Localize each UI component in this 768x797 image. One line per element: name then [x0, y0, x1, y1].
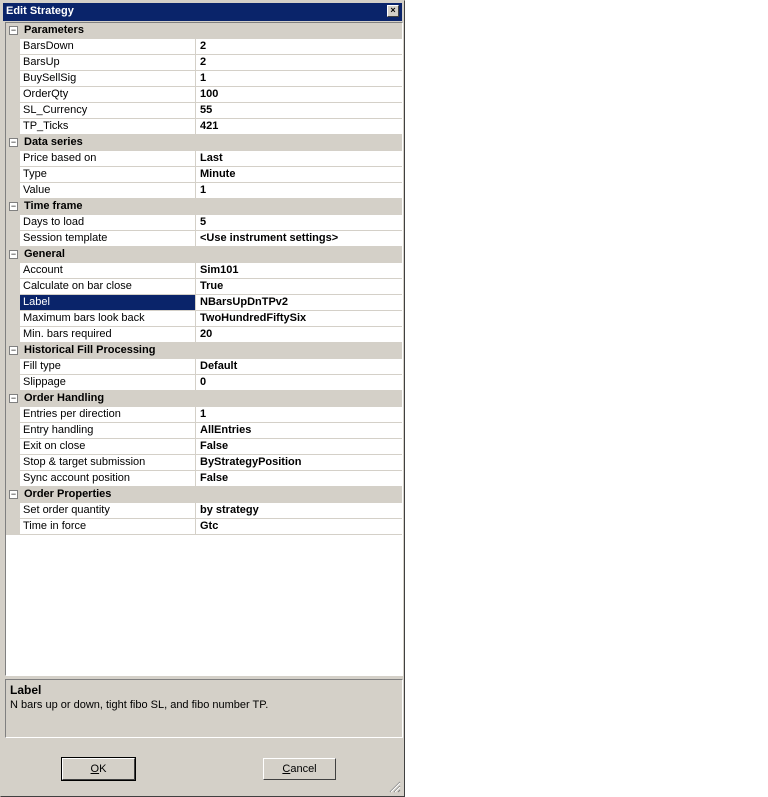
property-name[interactable]: Maximum bars look back [20, 311, 196, 326]
property-row[interactable] [6, 167, 402, 183]
category-row[interactable] [6, 199, 402, 215]
property-value[interactable]: Gtc [200, 520, 219, 532]
property-row[interactable] [6, 103, 402, 119]
window-title: Edit Strategy [6, 5, 74, 17]
category-label: Order Properties [24, 488, 112, 500]
collapse-icon[interactable]: − [10, 345, 17, 355]
property-name[interactable]: Session template [20, 231, 196, 246]
property-name[interactable]: Sync account position [20, 471, 196, 486]
property-row[interactable] [6, 359, 402, 375]
row-gutter [6, 359, 20, 375]
row-gutter [6, 183, 20, 199]
category-row[interactable] [6, 343, 402, 359]
property-name[interactable]: Type [20, 167, 196, 182]
row-gutter [6, 279, 20, 295]
property-row[interactable] [6, 71, 402, 87]
property-value[interactable]: <Use instrument settings> [200, 232, 339, 244]
property-row[interactable] [6, 503, 402, 519]
property-row[interactable] [6, 455, 402, 471]
property-row[interactable] [6, 423, 402, 439]
property-value[interactable]: False [200, 472, 229, 484]
row-gutter [6, 39, 20, 55]
property-value[interactable]: 0 [200, 376, 207, 388]
row-gutter [6, 471, 20, 487]
row-gutter [6, 71, 20, 87]
collapse-icon[interactable]: − [10, 489, 17, 499]
property-row[interactable] [6, 407, 402, 423]
close-icon[interactable]: × [387, 5, 399, 17]
property-name[interactable]: Fill type [20, 359, 196, 374]
property-name[interactable]: OrderQty [20, 87, 196, 102]
property-name[interactable]: Set order quantity [20, 503, 196, 518]
property-value[interactable]: ByStrategyPosition [200, 456, 302, 468]
property-row[interactable] [6, 263, 402, 279]
collapse-icon[interactable]: − [10, 25, 17, 35]
ok-accelerator: O [90, 763, 100, 775]
property-value[interactable]: 1 [200, 72, 207, 84]
category-row[interactable] [6, 23, 402, 39]
category-label: Order Handling [24, 392, 105, 404]
property-name[interactable]: TP_Ticks [20, 119, 196, 134]
cancel-button[interactable] [263, 758, 336, 780]
row-gutter [6, 167, 20, 183]
category-label: Time frame [24, 200, 83, 212]
property-value[interactable]: 5 [200, 216, 207, 228]
property-name[interactable]: Stop & target submission [20, 455, 196, 470]
property-name[interactable]: BuySellSig [20, 71, 196, 86]
description-panel [5, 679, 403, 738]
collapse-icon[interactable]: − [10, 249, 17, 259]
property-value[interactable]: TwoHundredFiftySix [200, 312, 307, 324]
row-gutter [6, 519, 20, 535]
property-row[interactable] [6, 151, 402, 167]
property-row[interactable] [6, 439, 402, 455]
property-row[interactable] [6, 55, 402, 71]
row-gutter [6, 119, 20, 135]
property-row[interactable] [6, 39, 402, 55]
property-value[interactable]: 421 [200, 120, 219, 132]
property-name[interactable]: SL_Currency [20, 103, 196, 118]
property-name[interactable]: Value [20, 183, 196, 198]
row-gutter [6, 503, 20, 519]
row-gutter [6, 215, 20, 231]
property-name[interactable]: Calculate on bar close [20, 279, 196, 294]
property-value[interactable]: Sim101 [200, 264, 239, 276]
property-row[interactable] [6, 215, 402, 231]
category-label: General [24, 248, 65, 260]
property-value[interactable]: 1 [200, 184, 207, 196]
property-name[interactable]: BarsUp [20, 55, 196, 70]
row-gutter [6, 151, 20, 167]
property-name[interactable]: Slippage [20, 375, 196, 390]
property-value[interactable]: 2 [200, 40, 207, 52]
property-row[interactable] [6, 327, 402, 343]
property-name[interactable]: Time in force [20, 519, 196, 534]
property-grid [5, 22, 403, 676]
property-value[interactable]: 100 [200, 88, 219, 100]
property-name[interactable]: Entries per direction [20, 407, 196, 422]
property-value[interactable]: 1 [200, 408, 207, 420]
ok-label-rest: K [99, 763, 107, 775]
property-value[interactable]: Last [200, 152, 223, 164]
property-row[interactable] [6, 279, 402, 295]
category-row[interactable] [6, 135, 402, 151]
category-label: Data series [24, 136, 83, 148]
row-gutter [6, 231, 20, 247]
property-row[interactable] [6, 87, 402, 103]
collapse-icon[interactable]: − [10, 137, 17, 147]
property-value[interactable]: by strategy [200, 504, 259, 516]
row-gutter [6, 87, 20, 103]
row-gutter [6, 295, 20, 311]
cancel-accelerator: C [282, 763, 291, 775]
title-bar[interactable] [3, 3, 402, 21]
category-label: Parameters [24, 24, 84, 36]
property-value[interactable]: False [200, 440, 229, 452]
property-value[interactable]: 20 [200, 328, 213, 340]
collapse-icon[interactable]: − [10, 201, 17, 211]
category-label: Historical Fill Processing [24, 344, 156, 356]
row-gutter [6, 455, 20, 471]
property-row[interactable] [6, 231, 402, 247]
description-title: Label [10, 683, 42, 697]
property-value[interactable]: 2 [200, 56, 207, 68]
category-row[interactable] [6, 487, 402, 503]
property-value[interactable]: NBarsUpDnTPv2 [200, 296, 289, 308]
property-name[interactable]: Days to load [20, 215, 196, 230]
category-row[interactable] [6, 247, 402, 263]
property-value[interactable]: True [200, 280, 224, 292]
property-value[interactable]: Default [200, 360, 238, 372]
property-row[interactable] [6, 311, 402, 327]
property-value[interactable]: 55 [200, 104, 213, 116]
row-gutter [6, 103, 20, 119]
property-value[interactable]: AllEntries [200, 424, 252, 436]
row-gutter [6, 407, 20, 423]
description-text: N bars up or down, tight fibo SL, and fibo number TP. [10, 699, 269, 711]
row-gutter [6, 423, 20, 439]
row-gutter [6, 375, 20, 391]
row-gutter [6, 55, 20, 71]
cancel-label-rest: ancel [290, 763, 317, 775]
property-name[interactable]: BarsDown [20, 39, 196, 54]
property-row[interactable] [6, 295, 402, 311]
property-name[interactable]: Account [20, 263, 196, 278]
collapse-icon[interactable]: − [10, 393, 17, 403]
row-gutter [6, 263, 20, 279]
row-gutter [6, 311, 20, 327]
ok-button[interactable] [62, 758, 135, 780]
property-name[interactable]: Price based on [20, 151, 196, 166]
property-name[interactable]: Entry handling [20, 423, 196, 438]
property-value[interactable]: Minute [200, 168, 236, 180]
property-name[interactable]: Min. bars required [20, 327, 196, 342]
property-name[interactable]: Label [20, 295, 196, 310]
property-name[interactable]: Exit on close [20, 439, 196, 454]
property-row[interactable] [6, 519, 402, 535]
property-row[interactable] [6, 183, 402, 199]
resize-grip-icon[interactable] [389, 781, 401, 793]
category-row[interactable] [6, 391, 402, 407]
row-gutter [6, 439, 20, 455]
row-gutter [6, 327, 20, 343]
property-row[interactable] [6, 119, 402, 135]
property-row[interactable] [6, 375, 402, 391]
property-row[interactable] [6, 471, 402, 487]
